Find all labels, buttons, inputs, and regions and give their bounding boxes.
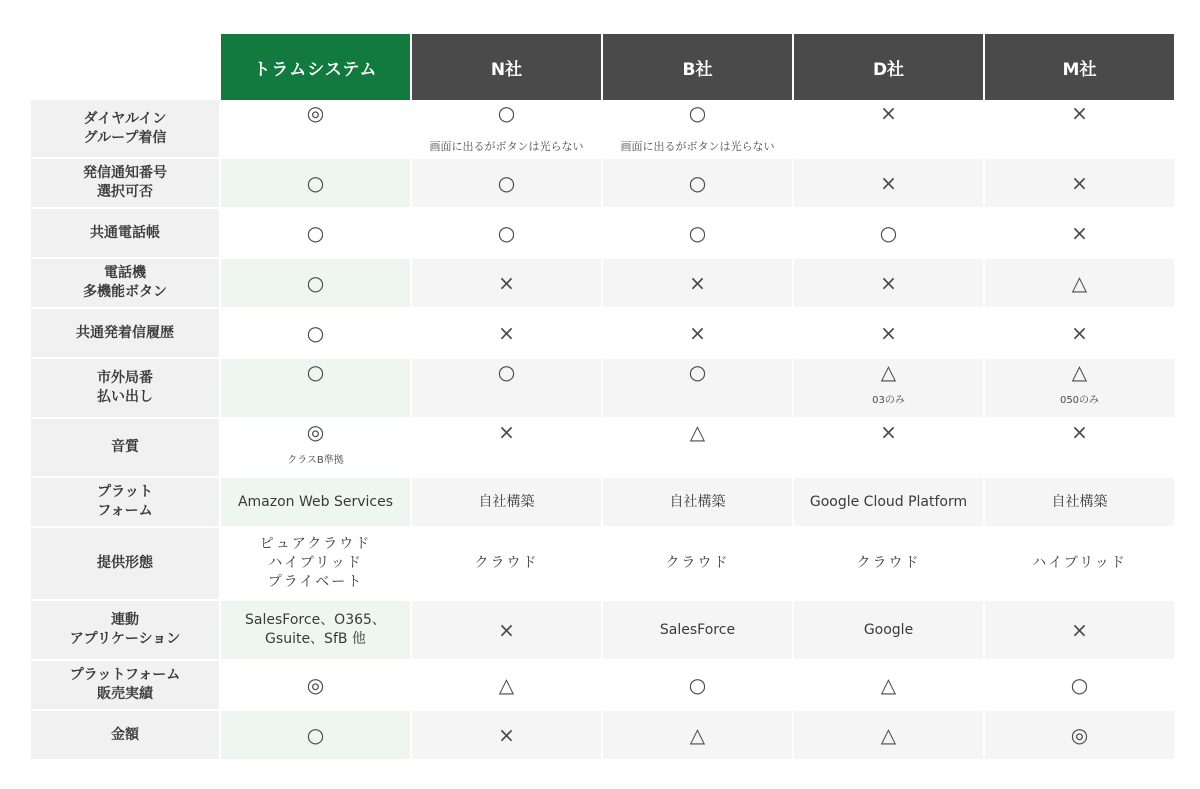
cell-competitor: [985, 419, 1174, 478]
cell-competitor: [603, 309, 792, 359]
cell-competitor: [794, 309, 983, 359]
cell-ours: [221, 209, 410, 259]
cell-note: クラスB準拠: [287, 455, 344, 466]
cell-competitor: [985, 478, 1174, 528]
row-label: [31, 309, 219, 359]
cell-ours: [221, 259, 410, 309]
cell-competitor: [603, 478, 792, 528]
cell-ours: [221, 359, 410, 419]
cell-ours: [221, 478, 410, 528]
cell-competitor: [412, 711, 601, 761]
rating-mark: ×: [1071, 171, 1088, 195]
row-label-line: 提供形態: [97, 555, 153, 571]
cell-ours: [221, 528, 410, 601]
rating-mark: ×: [1071, 420, 1088, 444]
cell-competitor: [794, 601, 983, 661]
cell-text: Google Cloud Platform: [809, 493, 968, 510]
rating-mark: ○: [306, 723, 325, 747]
rating-mark: ○: [497, 221, 516, 245]
row-label-line: 選択可否: [97, 184, 153, 200]
rating-mark: ×: [498, 321, 515, 345]
row-label: [31, 100, 219, 159]
cell-competitor: [603, 419, 792, 478]
cell-competitor: [794, 661, 983, 711]
row-label-line: グループ着信: [83, 129, 167, 146]
rating-mark: ×: [689, 271, 706, 295]
row-label-line: ダイヤルイン: [83, 110, 167, 127]
row-label-line: 金額: [111, 726, 139, 743]
cell-competitor: [412, 528, 601, 601]
cell-text: 自社構築: [1051, 493, 1108, 510]
rating-mark: ×: [880, 101, 897, 125]
rating-mark: ×: [880, 321, 897, 345]
cell-text: Amazon Web Services: [237, 493, 394, 510]
cell-competitor: [603, 259, 792, 309]
cell-competitor: [412, 259, 601, 309]
rating-mark: ×: [880, 271, 897, 295]
rating-mark: ○: [1070, 673, 1089, 697]
rating-mark: ◎: [306, 673, 325, 697]
cell-competitor: [412, 478, 601, 528]
cell-competitor: [985, 159, 1174, 209]
row-label-line: プラット: [97, 484, 153, 500]
cell-competitor: [794, 359, 983, 419]
row-label-line: 払い出し: [97, 389, 153, 405]
row-label: [31, 359, 219, 419]
cell-competitor: [794, 419, 983, 478]
rating-mark: ◎: [306, 101, 325, 125]
row-label-line: 連動: [111, 612, 139, 628]
cell-text: クラウド: [474, 555, 539, 571]
cell-competitor: [412, 159, 601, 209]
cell-note: 画面に出るがボタンは光らない: [429, 140, 584, 153]
header-competitor: [603, 34, 792, 100]
rating-mark: △: [880, 673, 897, 697]
cell-note: 03のみ: [872, 395, 905, 406]
cell-competitor: [985, 661, 1174, 711]
cell-text: 自社構築: [478, 493, 535, 510]
cell-ours: [221, 159, 410, 209]
rating-mark: ◎: [1070, 723, 1089, 747]
cell-competitor: [412, 359, 601, 419]
header-corner: [31, 34, 219, 100]
row-label-line: プラットフォーム: [69, 667, 181, 683]
comparison-table: [31, 34, 1174, 761]
header-ours: [221, 34, 410, 100]
cell-text: ハイブリッド: [1032, 555, 1127, 571]
row-label: [31, 711, 219, 761]
rating-mark: ○: [497, 360, 516, 384]
cell-competitor: [412, 209, 601, 259]
row-label: [31, 478, 219, 528]
cell-competitor: [603, 601, 792, 661]
cell-competitor: [794, 159, 983, 209]
row-label-line: フォーム: [97, 503, 153, 519]
cell-competitor: [985, 711, 1174, 761]
cell-note: 050のみ: [1059, 395, 1100, 406]
cell-competitor: [794, 259, 983, 309]
cell-competitor: [794, 100, 983, 159]
rating-mark: ○: [879, 221, 898, 245]
cell-text: プライベート: [267, 574, 364, 590]
cell-text: 自社構築: [669, 493, 726, 510]
row-label-line: アプリケーション: [69, 631, 181, 647]
cell-competitor: [794, 711, 983, 761]
cell-competitor: [603, 209, 792, 259]
rating-mark: ×: [1071, 101, 1088, 125]
rating-mark: ×: [1071, 221, 1088, 245]
cell-text: Google: [863, 621, 914, 638]
header-competitor-label: N社: [490, 59, 523, 80]
cell-competitor: [985, 259, 1174, 309]
cell-text: Gsuite、SfB 他: [265, 631, 366, 647]
header-competitor-label: M社: [1062, 59, 1097, 80]
rating-mark: ×: [498, 271, 515, 295]
cell-text: SalesForce、O365、: [245, 612, 386, 628]
row-label: [31, 661, 219, 711]
row-label-line: 発信通知番号: [83, 165, 167, 181]
cell-competitor: [603, 159, 792, 209]
cell-competitor: [985, 309, 1174, 359]
rating-mark: ○: [688, 221, 707, 245]
rating-mark: ◎: [306, 420, 325, 444]
cell-text: ピュアクラウド: [259, 536, 372, 552]
rating-mark: ○: [688, 101, 707, 125]
cell-competitor: [412, 419, 601, 478]
rating-mark: ×: [1071, 321, 1088, 345]
rating-mark: ○: [306, 171, 325, 195]
rating-mark: ×: [880, 420, 897, 444]
cell-text: SalesForce: [659, 621, 736, 638]
rating-mark: △: [498, 673, 515, 697]
cell-competitor: [794, 209, 983, 259]
cell-competitor: [985, 528, 1174, 601]
header-competitor: [985, 34, 1174, 100]
rating-mark: ×: [498, 723, 515, 747]
row-label-line: 市外局番: [97, 370, 153, 386]
cell-competitor: [985, 100, 1174, 159]
cell-competitor: [412, 601, 601, 661]
header-ours-label: トラムシステム: [253, 59, 378, 80]
row-label-line: 電話機: [104, 265, 146, 281]
cell-ours: [221, 309, 410, 359]
rating-mark: ×: [1071, 618, 1088, 642]
rating-mark: ○: [306, 221, 325, 245]
cell-text: クラウド: [665, 555, 730, 571]
rating-mark: ×: [498, 618, 515, 642]
rating-mark: △: [689, 420, 706, 444]
row-label-line: 音質: [111, 439, 139, 455]
rating-mark: △: [689, 723, 706, 747]
cell-ours: [221, 661, 410, 711]
row-label: [31, 259, 219, 309]
cell-competitor: [412, 309, 601, 359]
header-competitor: [794, 34, 983, 100]
cell-ours: [221, 100, 410, 159]
row-label: [31, 159, 219, 209]
cell-note: 画面に出るがボタンは光らない: [620, 140, 775, 153]
row-label-line: 販売実績: [97, 686, 153, 702]
cell-competitor: [985, 601, 1174, 661]
row-label-line: 多機能ボタン: [83, 284, 167, 300]
rating-mark: ○: [688, 673, 707, 697]
cell-competitor: [985, 359, 1174, 419]
cell-ours: [221, 419, 410, 478]
cell-competitor: [794, 478, 983, 528]
cell-competitor: [412, 661, 601, 711]
cell-competitor: [794, 528, 983, 601]
rating-mark: ○: [497, 171, 516, 195]
header-competitor: [412, 34, 601, 100]
rating-mark: △: [1071, 271, 1088, 295]
rating-mark: ○: [306, 321, 325, 345]
cell-competitor: [603, 711, 792, 761]
rating-mark: △: [880, 723, 897, 747]
cell-competitor: [412, 100, 601, 159]
row-label: [31, 528, 219, 601]
header-competitor-label: D社: [872, 59, 905, 80]
cell-competitor: [603, 661, 792, 711]
rating-mark: △: [1071, 360, 1088, 384]
rating-mark: ×: [498, 420, 515, 444]
rating-mark: ×: [689, 321, 706, 345]
row-label: [31, 209, 219, 259]
cell-competitor: [603, 528, 792, 601]
rating-mark: ×: [880, 171, 897, 195]
cell-competitor: [603, 359, 792, 419]
cell-text: ハイブリッド: [268, 555, 363, 571]
header-competitor-label: B社: [682, 59, 713, 80]
cell-ours: [221, 711, 410, 761]
rating-mark: ○: [306, 360, 325, 384]
row-label: [31, 601, 219, 661]
row-label: [31, 419, 219, 478]
rating-mark: ○: [688, 171, 707, 195]
rating-mark: ○: [688, 360, 707, 384]
rating-mark: △: [880, 360, 897, 384]
cell-competitor: [985, 209, 1174, 259]
cell-ours: [221, 601, 410, 661]
cell-competitor: [603, 100, 792, 159]
rating-mark: ○: [306, 271, 325, 295]
row-label-line: 共通発着信履歴: [76, 324, 174, 341]
cell-text: クラウド: [856, 555, 921, 571]
rating-mark: ○: [497, 101, 516, 125]
row-label-line: 共通電話帳: [90, 224, 160, 241]
